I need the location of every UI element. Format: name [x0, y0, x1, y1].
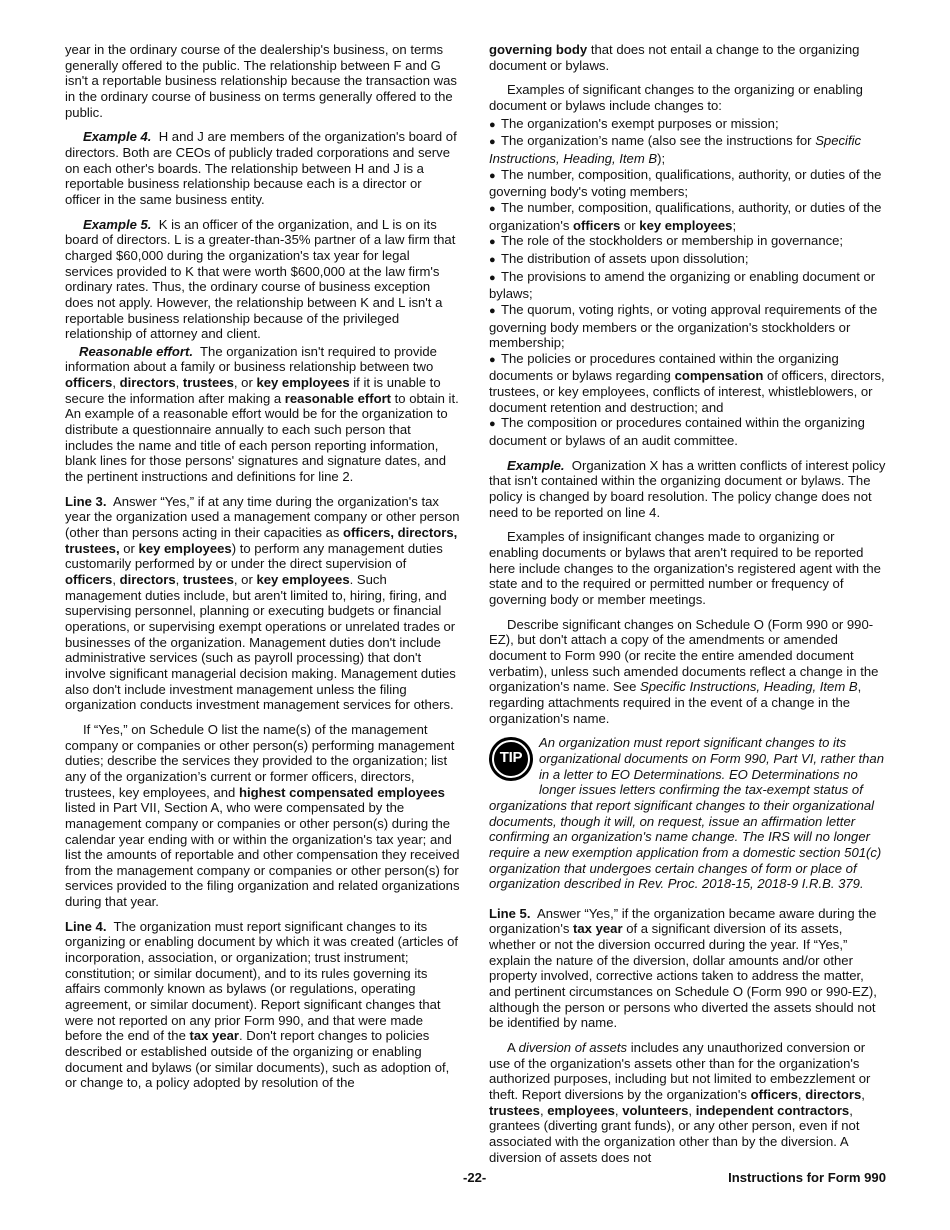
bullet-icon: ● [489, 353, 496, 366]
left-column [65, 42, 460, 1100]
paragraph-significant-examples: Examples of significant changes to the organizing or enabling document or bylaws include changes to: [489, 82, 863, 113]
list-item: ● The quorum, voting rights, or voting approval requirements of the governing body members or the organization's stockholders or membership; [489, 301, 878, 351]
line-4-heading: Line 4. [65, 918, 107, 934]
reasonable-effort-heading: Reasonable effort. [79, 343, 193, 359]
list-item: ● The organization's exempt purposes or mission; [489, 116, 886, 134]
paragraph-insignificant-changes: Examples of insignificant changes made to organizing or enabling documents or bylaws that aren't required to be reported here include changes to the organization's registered agent with the state and to the required or permitted number or frequency of governing body or member meetings. [489, 529, 881, 607]
line-5-heading: Line 5. [489, 905, 531, 921]
significant-changes-list [489, 116, 886, 449]
tip-icon: TIP [489, 737, 533, 781]
paragraph-governing-body: governing body that does not entail a change to the organizing document or bylaws. [489, 42, 860, 73]
line-3-heading: Line 3. [65, 493, 107, 509]
paragraph-reasonable-effort: Reasonable effort. The organization isn't required to provide information about a family or business relationship between two officers, directors, trustees, or key employees if it is unable to secure the information after making a reasonable effort to obtain it. An example of a reasonable effort would be for the organization to distribute a questionnaire annually to each such person that includes the name and title of each person reporting information, blank lines for those persons' signatures and signature dates, and the pertinent instructions and definitions for line 2. [65, 343, 459, 485]
bullet-icon: ● [489, 169, 496, 182]
paragraph-line-4: Line 4. The organization must report significant changes to its organizing or enabling document by which it was created (articles of incorporation, association, or organization; trust instrument; constitution; or similar document), and to its rules governing its affairs commonly known as bylaws (or regulations, operating agreement, or similar document). Report significant changes that were not reported on any prior Form 990, and that were made before the end of the tax year. Don't report changes to policies described or established outside of the organizing or enabling document and bylaws (or similar documents), such as adoption of, or change to, a policy adopted by resolution of the [65, 918, 459, 1091]
list-item: ● The distribution of assets upon dissolution; [489, 251, 886, 269]
bullet-icon: ● [489, 253, 496, 266]
paragraph-example: Example. Organization X has a written conflicts of interest policy that isn't contained within the organizing document or bylaws. The policy is changed by board resolution. The policy change does not need to be reported on line 4. [489, 457, 886, 520]
paragraph-line-3: Line 3. Answer “Yes,” if at any time during the organization's tax year the organization used a management company or other person (other than persons acting in their capacities as officers, directors, trustees, or key employees) to perform any management duties customarily performed by or under the direct supervision of officers, directors, trustees, or key employees. Such management duties include, but aren't limited to, hiring, firing, and supervising personnel, planning or executing budgets or financial operations, or supervising exempt operations or unrelated trades or businesses of the organization. Management duties don't include administrative services (such as payroll processing) that don't involve significant managerial decision making. Management duties also don't include investment management unless the filing organization conducts investment management services for others. [65, 493, 460, 713]
bullet-icon: ● [489, 136, 496, 149]
bullet-icon: ● [489, 236, 496, 249]
paragraph-example-5: Example 5. K is an officer of the organization, and L is on its board of directors. L is a greater-than-35% partner of a law firm that charged $60,000 during the organization's tax year for legal services provided to K that were worth $600,000 at the law firm's ordinary rates. Thus, the ordinary course of business exception does not apply. However, the relationship between K and L isn't a reportable business relationship because of the privileged relationship of attorney and client. [65, 216, 456, 342]
paragraph-dealership: year in the ordinary course of the dealership's business, on terms generally offered to the public. The relationship between F and G isn't a reportable business relationship because the transaction was in the ordinary course of business on terms generally offered to the public. [65, 42, 457, 120]
list-item: ● The policies or procedures contained within the organizing documents or bylaws regarding compensation of officers, directors, trustees, or key employees, conflicts of interest, whistleblowers, or document retention and destruction; and [489, 350, 885, 415]
paragraph-example-4: Example 4. H and J are members of the organization's board of directors. Both are CEOs of publicly traded corporations and serve on each other's boards. The relationship between H and J is a reportable business relationship because each is a director or officer in the same business entity. [65, 129, 457, 207]
list-item: ● The organization’s name (also see the instructions for Specific Instructions, Heading, Item B); [489, 133, 862, 166]
right-column [489, 42, 886, 1174]
list-item: ● The provisions to amend the organizing or enabling document or bylaws; [489, 268, 876, 302]
list-item: ● The composition or procedures contained within the organizing document or bylaws of an audit committee. [489, 415, 865, 449]
bullet-icon: ● [489, 202, 496, 215]
example-4-label: Example 4. [83, 129, 152, 145]
tip-box [489, 735, 886, 892]
paragraph-line-5: Line 5. Answer “Yes,” if the organization became aware during the organization's tax year of a significant diversion of its assets, whether or not the diversion occurred during the year. If “Yes,” explain the nature of the diversion, dollar amounts and/or other property involved, corrective actions taken to address the matter, and pertinent circumstances on Schedule O (Form 990 or 990-EZ), although the person or persons who diverted the assets should not be identified by name. [489, 905, 877, 1031]
form-title: Instructions for Form 990 [728, 1170, 886, 1185]
page-number: -22- [463, 1170, 487, 1185]
paragraph-diversion-of-assets: A diversion of assets includes any unauthorized conversion or use of the organization's assets other than for the organization's authorized purposes, including but not limited to embezzlement or theft. Report diversions by the organization's officers, directors, trustees, employees, volunteers, independent contractors, grantees (diverting grant funds), or any other person, even if not associated with the organization other than by the diversion. A diversion of assets does not [489, 1040, 871, 1165]
list-item: ● The number, composition, qualifications, authority, or duties of the governing body's voting members; [489, 166, 882, 200]
example-label: Example. [507, 457, 565, 473]
paragraph-describe-changes: Describe significant changes on Schedule O (Form 990 or 990-EZ), but don't attach a copy of the amendments or amended document to Form 990 (or recite the entire amended document verbatim), unless such amended documents reflect a change in the organization's name. See Specific Instructions, Heading, Item B, regarding attachments required in the event of a change in the organization's name. [489, 616, 879, 726]
list-item: ● The role of the stockholders or membership in governance; [489, 233, 886, 251]
example-5-label: Example 5. [83, 216, 152, 232]
bullet-icon: ● [489, 418, 496, 431]
list-item: ● The number, composition, qualifications, authority, or duties of the organization's officers or key employees; [489, 199, 882, 233]
bullet-icon: ● [489, 271, 496, 284]
paragraph-schedule-o: If “Yes,” on Schedule O list the name(s) of the management company or companies or other person(s) performing management duties; describe the services they provided to the organization; list any of the organization’s current or former officers, directors, trustees, key employees, and highest compensated employees listed in Part VII, Section A, who were compensated by the management company or companies or other person(s) during the calendar year ending with or within the organization's tax year; and list the amounts of reportable and other compensation they received from the management company or companies or other person(s) for services provided to the filing organization and related organizations during that year. [65, 721, 460, 910]
tip-text: An organization must report significant changes to its organizational documents on Form 990, Part VI, rather than in a letter to EO Determinations. EO Determinations no longer issues letters confirming the tax-exempt status of organizations that report significant changes to their organizational documents, though it will, on request, issue an affirmation letter confirming an organization's name change. The IRS will no longer require a new exemption application from a domestic section 501(c) organization that undergoes certain changes of form or place of organization described in Rev. Proc. 2018-15, 2018-9 I.R.B. 379. [489, 735, 884, 892]
bullet-icon: ● [489, 118, 496, 131]
bullet-icon: ● [489, 304, 496, 317]
